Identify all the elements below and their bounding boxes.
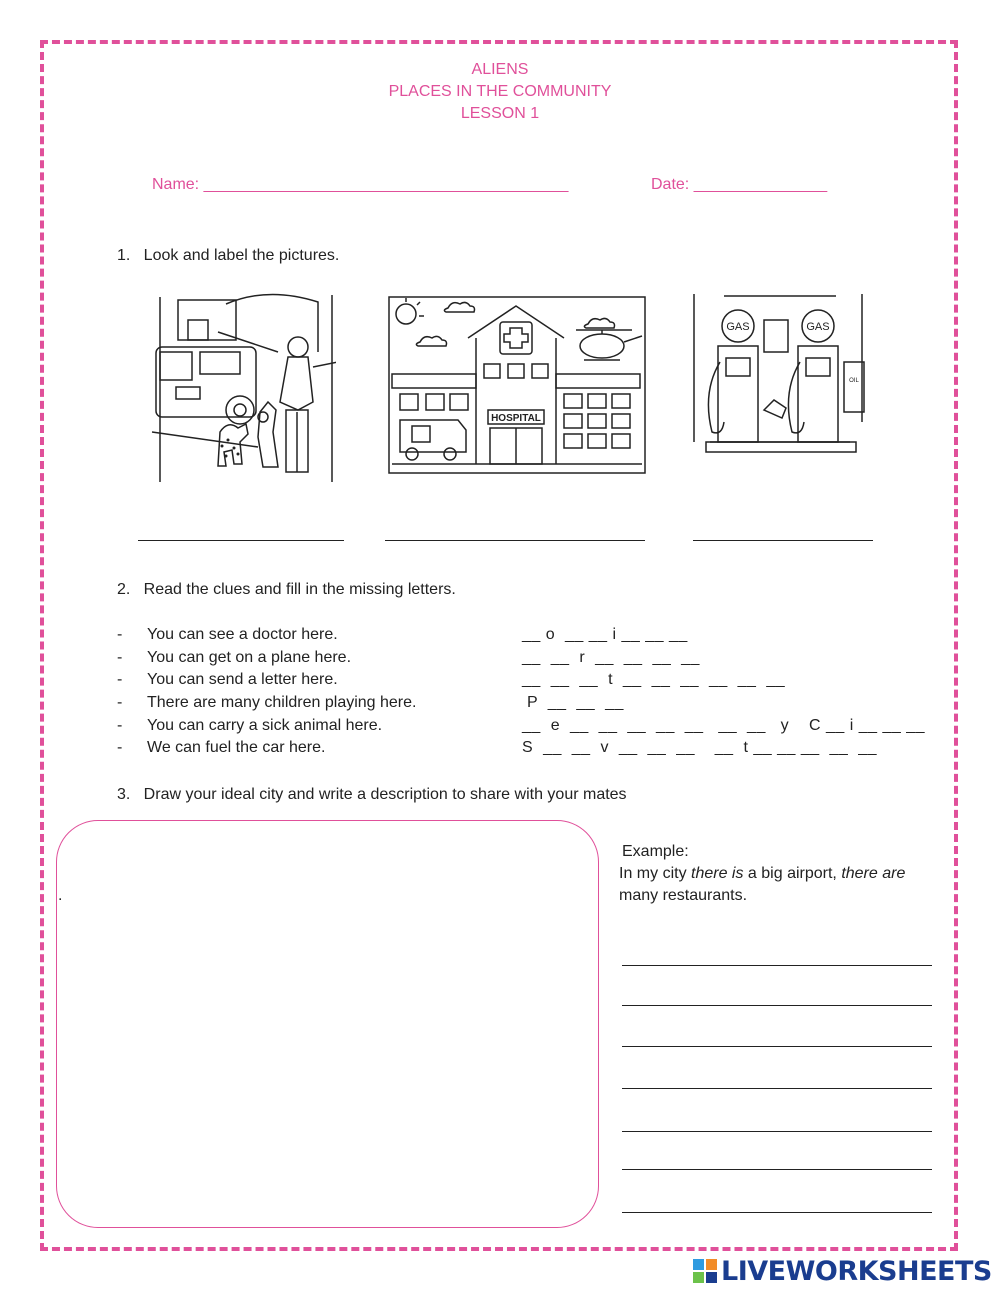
example-emphasis-there-are: there are bbox=[841, 865, 906, 882]
example-label: Example: bbox=[622, 843, 689, 860]
clue-answer-blanks[interactable]: __ __ r __ __ __ __ bbox=[522, 649, 700, 666]
clue-text: You can send a letter here. bbox=[147, 671, 338, 688]
section2-instruction: 2. Read the clues and fill in the missing letters. bbox=[117, 581, 456, 598]
clue-text: We can fuel the car here. bbox=[147, 739, 326, 756]
writing-line[interactable] bbox=[622, 965, 932, 966]
writing-line[interactable] bbox=[622, 1169, 932, 1170]
clue-bullet: - bbox=[117, 694, 123, 711]
example-sentence-end: many restaurants. bbox=[619, 887, 748, 904]
clue-text: You can carry a sick animal here. bbox=[147, 717, 383, 734]
picture-label-line-2[interactable] bbox=[385, 540, 645, 541]
writing-line[interactable] bbox=[622, 1088, 932, 1089]
name-field[interactable]: Name: _________________________________________ bbox=[152, 176, 569, 193]
clue-text: There are many children playing here. bbox=[147, 694, 417, 711]
clue-bullet: - bbox=[117, 739, 123, 756]
clue-answer-blanks[interactable]: __ e __ __ __ __ __ __ __ y C __ i __ __ __ bbox=[522, 717, 925, 734]
header-lesson: LESSON 1 bbox=[460, 105, 540, 122]
liveworksheets-logo[interactable] bbox=[692, 1256, 992, 1286]
clue-bullet: - bbox=[117, 626, 123, 643]
gas-sign-left: GAS bbox=[726, 321, 750, 333]
header-subtitle: PLACES IN THE COMMUNITY bbox=[388, 83, 612, 100]
example-text-2: a big airport, bbox=[743, 865, 842, 882]
clue-answer-blanks[interactable]: P __ __ __ bbox=[522, 694, 624, 711]
writing-line[interactable] bbox=[622, 1046, 932, 1047]
hospital-picture bbox=[388, 294, 646, 474]
gas-station-picture bbox=[688, 292, 868, 462]
clue-text: You can see a doctor here. bbox=[147, 626, 338, 643]
clue-answer-blanks[interactable]: __ o __ __ i __ __ __ bbox=[522, 626, 688, 643]
clue-bullet: - bbox=[117, 671, 123, 688]
stray-dot: . bbox=[58, 887, 63, 904]
example-emphasis-there-is: there is bbox=[691, 865, 744, 882]
header-title: ALIENS bbox=[471, 61, 529, 78]
gas-sign-right: GAS bbox=[806, 321, 830, 333]
example-sentence bbox=[619, 865, 905, 883]
oil-can-label: OIL bbox=[849, 378, 859, 384]
clue-answer-blanks[interactable]: S __ __ v __ __ __ __ t __ __ __ __ __ bbox=[522, 739, 878, 756]
worksheet-header bbox=[0, 59, 1000, 125]
writing-line[interactable] bbox=[622, 1131, 932, 1132]
clue-bullet: - bbox=[117, 649, 123, 666]
clue-answer-blanks[interactable]: __ __ __ t __ __ __ __ __ __ bbox=[522, 671, 786, 688]
logo-blocks-icon bbox=[692, 1258, 718, 1284]
fire-station-picture bbox=[148, 292, 336, 486]
hospital-sign: HOSPITAL bbox=[491, 413, 541, 424]
logo-text: LIVEWORKSHEETS bbox=[721, 1255, 992, 1287]
clue-text: You can get on a plane here. bbox=[147, 649, 352, 666]
section3-instruction: 3. Draw your ideal city and write a description to share with your mates bbox=[117, 786, 627, 803]
writing-line[interactable] bbox=[622, 1212, 932, 1213]
drawing-area[interactable] bbox=[56, 820, 599, 1228]
example-text-1: In my city bbox=[619, 865, 692, 882]
date-field[interactable]: Date: _______________ bbox=[651, 176, 828, 193]
writing-line[interactable] bbox=[622, 1005, 932, 1006]
section1-instruction: 1. Look and label the pictures. bbox=[117, 247, 340, 264]
picture-label-line-3[interactable] bbox=[693, 540, 873, 541]
picture-label-line-1[interactable] bbox=[138, 540, 344, 541]
clue-bullet: - bbox=[117, 717, 123, 734]
